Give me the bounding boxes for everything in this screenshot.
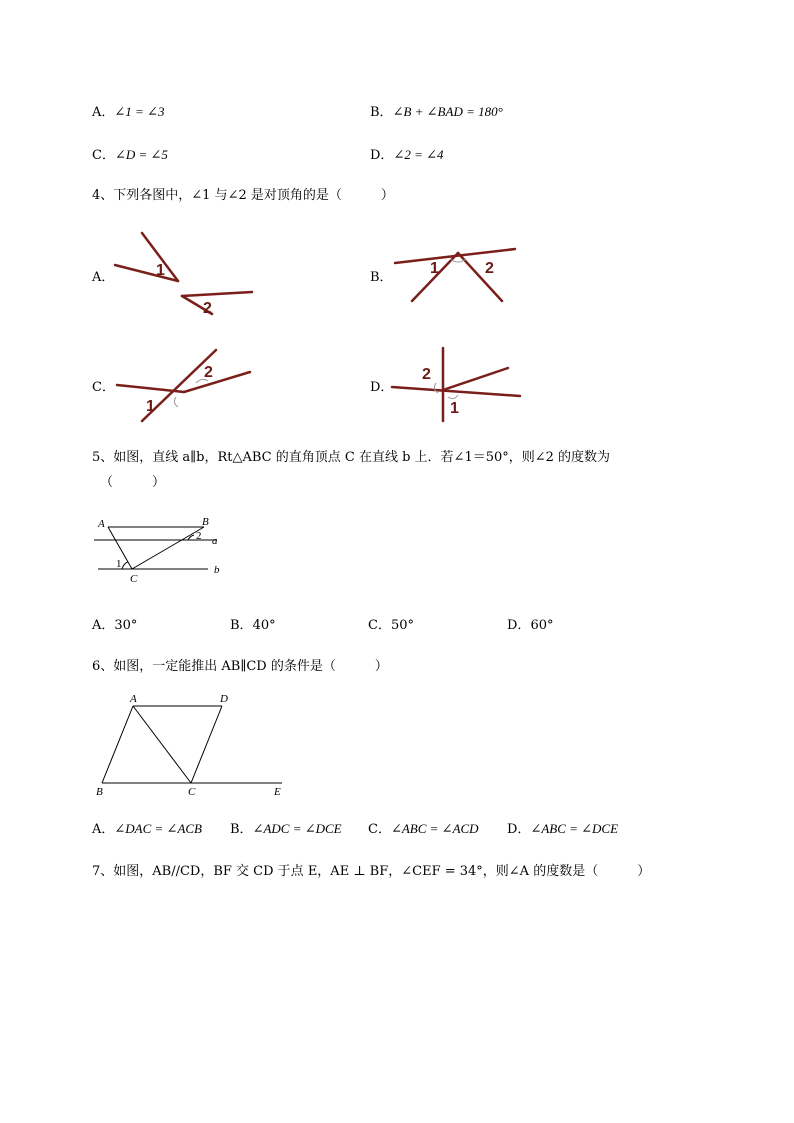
option-text: ∠D = ∠5 xyxy=(114,147,168,162)
q4-b-label-2: 2 xyxy=(485,260,494,277)
q7-stem: 7、如图，AB//CD，BF 交 CD 于点 E，AE ⊥ BF，∠CEF = 34°，则∠A 的度数是（ ） xyxy=(92,864,651,879)
q5-option-d xyxy=(507,614,553,633)
q4-c-label-2: 2 xyxy=(204,364,213,381)
q5-option-a xyxy=(92,614,137,633)
q6-label-a: A xyxy=(130,693,137,705)
option-letter: A． xyxy=(92,105,115,120)
q3-option-d xyxy=(370,144,444,163)
q4-stem: 4、下列各图中，∠1 与∠2 是对顶角的是（ ） xyxy=(92,188,394,203)
option-letter: C． xyxy=(368,822,391,837)
q3-option-c xyxy=(92,144,168,163)
q4-figure-b xyxy=(390,243,525,308)
option-text: ∠ADC = ∠DCE xyxy=(252,821,342,836)
option-letter: C． xyxy=(92,148,115,163)
q5-stem: 5、如图，直线 a∥b，Rt△ABC 的直角顶点 C 在直线 b 上．若∠1＝50°，则∠2 的度数为 xyxy=(92,450,611,465)
q5-figure xyxy=(92,515,232,587)
option-letter: D． xyxy=(507,618,531,633)
q4-option-c-letter: C． xyxy=(92,380,115,395)
option-text: 30° xyxy=(114,618,138,633)
q4-option-b-letter: B． xyxy=(370,270,393,285)
q5-label-c-point: C xyxy=(130,573,138,585)
q6-label-b: B xyxy=(96,786,103,798)
q5-stem-blank: （ ） xyxy=(100,475,166,490)
option-letter: B． xyxy=(230,822,253,837)
q4-figure-d xyxy=(390,343,525,425)
q5-option-b xyxy=(230,614,276,633)
q3-option-b xyxy=(370,101,503,120)
q6-label-e: E xyxy=(274,786,281,798)
q6-label-d: D xyxy=(220,693,228,705)
option-letter: C． xyxy=(368,618,391,633)
q4-option-d-letter: D． xyxy=(370,380,394,395)
q6-label-c: C xyxy=(188,786,196,798)
q5-label-line-b: b xyxy=(214,564,220,576)
option-letter: A． xyxy=(92,822,115,837)
q5-label-a-point: A xyxy=(98,518,105,530)
q6-option-c xyxy=(368,818,479,837)
option-text: ∠DAC = ∠ACB xyxy=(114,821,203,836)
q4-figure-a xyxy=(110,228,260,320)
option-text: 50° xyxy=(390,618,414,633)
q4-d-label-2: 2 xyxy=(422,366,431,383)
q4-b-label-1: 1 xyxy=(430,260,439,277)
option-letter: B． xyxy=(370,105,393,120)
q4-a-label-2: 2 xyxy=(203,300,212,317)
q6-figure xyxy=(92,692,292,798)
option-letter: D． xyxy=(507,822,531,837)
q3-option-a xyxy=(92,101,164,120)
q4-a-label-1: 1 xyxy=(156,262,165,279)
option-letter: B． xyxy=(230,618,253,633)
option-letter: A． xyxy=(92,618,115,633)
q4-c-label-1: 1 xyxy=(146,398,155,415)
q5-label-angle-1: 1 xyxy=(116,558,122,570)
option-text: ∠B + ∠BAD = 180° xyxy=(392,104,503,119)
option-letter: D． xyxy=(370,148,394,163)
q4-figure-c xyxy=(112,345,257,425)
q6-option-d xyxy=(507,818,618,837)
q5-option-c xyxy=(368,614,414,633)
q5-label-angle-2: 2 xyxy=(196,530,202,542)
q6-option-b xyxy=(230,818,342,837)
option-text: ∠ABC = ∠DCE xyxy=(530,821,619,836)
option-text: 40° xyxy=(252,618,276,633)
q6-option-a xyxy=(92,818,202,837)
option-text: ∠1 = ∠3 xyxy=(114,104,165,119)
option-text: ∠ABC = ∠ACD xyxy=(390,821,479,836)
q5-label-b-point: B xyxy=(202,516,209,528)
option-text: 60° xyxy=(530,618,554,633)
q4-option-a-letter: A． xyxy=(92,270,115,285)
option-text: ∠2 = ∠4 xyxy=(393,147,444,162)
q4-d-label-1: 1 xyxy=(450,400,459,417)
q5-label-line-a: a xyxy=(212,535,218,547)
q6-stem: 6、如图，一定能推出 AB∥CD 的条件是（ ） xyxy=(92,659,388,674)
